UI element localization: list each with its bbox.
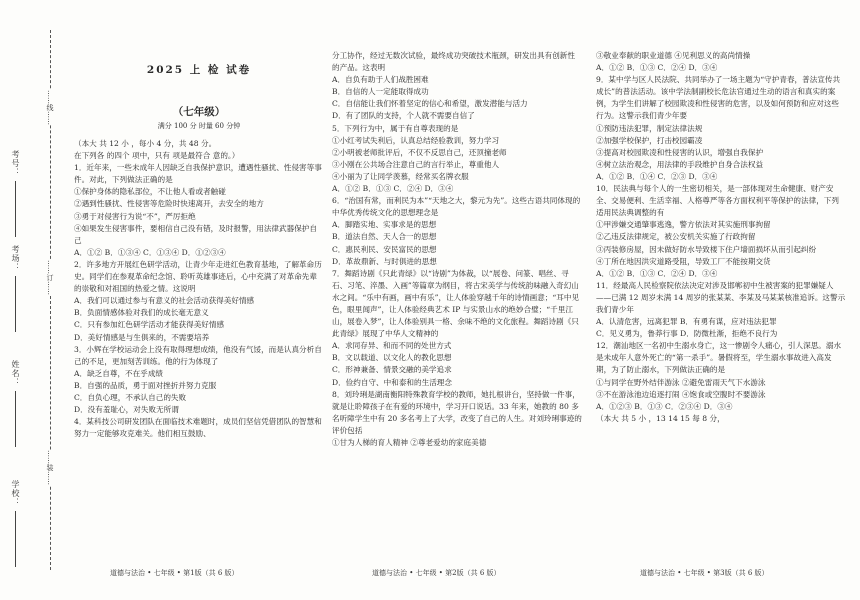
binding-margin — [6, 30, 64, 570]
text-line: 7．舞蹈诗剧《只此青绿》以“诗剧”为体裁，以“展卷、问篆、唱丝、寻石、习笔、淬墨、入画”等篇章为纲目，将古宋美学与传统韵味融入奇幻山水之间。“乐中有画，画中有乐”，让人体验穿越千年的诗情画意；“耳中见色，眼里闻声”，让人体验经典艺术 IP 与实景山水的绝妙合璧；“千里江山，展卷入梦”，让人体验别具一格、余味不绝的文化旅程。舞蹈诗剧《只此青绿》展现了中华人文精神的 — [332, 268, 580, 339]
text-line: D．没有羞耻心，对失败无所谓 — [74, 405, 179, 415]
text-line: C．惠民利民、安民富民的思想 — [332, 244, 437, 254]
text-line: ③不在游泳池边追逐打闹 ④饱食或空腹时不要游泳 — [596, 389, 766, 399]
text-line: C．形神兼备、情景交融的美学追求 — [332, 365, 452, 375]
exam-number-label: 考号： — [11, 150, 20, 177]
text-line: ④树立法治观念，用法律的手段维护自身合法权益 — [596, 159, 764, 169]
text-line: A．缺乏自尊，不在乎成绩 — [74, 368, 164, 378]
text-line: ①与同学在野外结伴游泳 ②避免雷雨天气下水游泳 — [596, 377, 766, 387]
text-line: A．①② B．①④ C．②③ D．③④ — [596, 171, 718, 181]
text-line: A．自负有助于人们战胜困难 — [332, 75, 429, 85]
text-line: 4．某科技公司研发团队在面临技术难题时，成员们坚信凭借团队的智慧和努力一定能够攻克难关。他们相互鼓励、 — [74, 417, 322, 439]
text-line: 6．“治国有常，而利民为本”“天地之大，黎元为先”。这些古语共同体现的中华优秀传统文化的思想理念是 — [332, 196, 581, 218]
text-line: C．自负心理，不承认自己的失败 — [74, 392, 187, 402]
text-line: C．自信能让我们怀着坚定的信心和希望，激发潜能与活力 — [332, 99, 528, 109]
text-line: ②小明被老师批评后，不仅不反思自己，还顶撞老师 — [332, 147, 507, 157]
text-line: B．道法自然、天人合一的思想 — [332, 232, 437, 242]
text-line: A．①② B．①③ C．②④ D．③④ — [332, 184, 454, 194]
text-line: A．①② B．①③ C．②④ D．③④ — [596, 63, 718, 73]
column-1 — [74, 138, 324, 440]
school-field[interactable] — [10, 480, 21, 567]
text-line: ①甲涉嫌交通肇事逃逸，警方依法对其实施刑事拘留 — [596, 220, 771, 230]
binding-tick-line: ……线…… — [46, 90, 54, 125]
school-label: 学校： — [11, 480, 20, 507]
text-line: 2．许多地方开展红色研学活动，让青少年走进红色教育基地，了解革命历史。同学们在参观革命纪念馆、聆听英雄事迹后，心中充满了对革命先辈的崇敬和对祖国的热爱之情。这说明 — [74, 259, 322, 294]
text-line: D．革故鼎新、与时俱进的思想 — [332, 256, 437, 266]
text-line: ③敬业奉献的职业道德 ④见利思义的高尚情操 — [596, 51, 751, 60]
text-line: B．文以载道、以文化人的教化思想 — [332, 353, 452, 363]
text-line: ④丁所在地因洪灾道路受阻，导致工厂不能按期交货 — [596, 256, 771, 266]
text-line: C．只有参加红色研学活动才能获得美好情感 — [74, 320, 225, 330]
text-line: A．脚踏实地、实事求是的思想 — [332, 220, 437, 230]
text-line: 8．刘玲琍是湖南衡阳特殊教育学校的教师，她扎根讲台，坚持做一件事，就是让聆障孩子在有爱的环境中，学习开口说话。33 年来，她教的 80 多名听障学生中有 20 多名考上了大学，改变了自己的人生。对刘玲琍事迹的评价包括 — [332, 389, 582, 435]
text-line: 12．潮汕地区一名初中生溺水身亡，这一惨剧令人痛心，引人深思。溺水是未成年人意外死亡的“第一杀手”。暑假将至，学生溺水事故进入高发期，为了防止溺水，下列做法正确的是 — [596, 341, 842, 375]
text-line: ④如果发生侵害事件，要相信自己没有错，及时报警，用法律武器保护自己 — [74, 223, 317, 245]
text-line: D．有了团队的支持，个人就不需要自信了 — [332, 111, 475, 121]
text-line: ②加强学校保护，打击校园霸凌 — [596, 135, 703, 145]
text-line: ①小红考试失利后，认真总结经验教训，努力学习 — [332, 135, 500, 145]
exam-title: 2025 上 检 试卷 — [146, 64, 252, 76]
text-line: ①甘为人梯的育人精神 ②尊老爱幼的家庭美德 — [332, 438, 487, 447]
text-line: A．我们可以通过参与有意义的社会活动获得美好情感 — [74, 296, 255, 306]
text-line: B．自信的人一定能取得成功 — [332, 87, 429, 97]
exam-grade: （七年级） — [172, 106, 226, 118]
text-line: C．见义勇为，鲁莽行事 D．防微杜渐，拒绝不良行为 — [596, 329, 778, 339]
text-line: （本大 共 5 小 ，13 14 15 每 8 分， — [596, 413, 725, 423]
footer-page-2: 道德与法治 • 七年级 • 第2版（共 6 版） — [372, 569, 501, 577]
text-line: A．认清危害，远离犯罪 B．有勇有谋，应对违法犯罪 — [596, 317, 777, 327]
column-2 — [332, 50, 582, 449]
text-line: 1．近年来，一些未成年人因缺乏自我保护意识，遭遇性骚扰、性侵害等事件。对此，下列做法正确的是 — [74, 163, 322, 185]
column-3 — [596, 50, 846, 425]
text-line: A．①②③ B．①③ C．②③④ D．③④ — [596, 401, 733, 411]
footer-page-1: 道德与法治 • 七年级 • 第1版（共 6 版） — [110, 569, 239, 577]
text-line: （本大 共 12 小 ，每小 4 分，共 48 分。 — [74, 139, 217, 148]
name-field[interactable] — [10, 360, 21, 447]
text-line: 3．小辉在学校运动会上没有取得理想成绩，他没有气馁，而是认真分析自己的不足，更加刻苦训练。他的行为体现了 — [74, 344, 322, 366]
text-line: 5．下列行为中，属于有自尊表现的是 — [332, 123, 459, 133]
text-line: D．俭约自守、中和泰和的生活理念 — [332, 377, 452, 387]
text-line: D．美好情感是与生俱来的，不需要培养 — [74, 332, 210, 342]
text-line: ③提高对校园欺凌和性侵害的认识，增强自我保护 — [596, 147, 764, 157]
exam-room-field[interactable] — [10, 245, 21, 332]
text-line: A．①② B．①③ C．②④ D．③④ — [596, 268, 718, 278]
text-line: B．自强的品质，勇于面对挫折并努力克服 — [74, 380, 217, 390]
exam-room-label: 考场： — [11, 245, 20, 272]
text-line: 11．经最高人民检察院依法决定对涉及邯郸初中生被害案的犯罪嫌疑人——已满 12 周岁未满 14 周岁的张某某、李某及马某某核准追诉。这警示我们青少年 — [596, 280, 846, 314]
text-line: ①预防违法犯罪，制定法律法规 — [596, 123, 703, 133]
text-line: 分工协作，经过无数次试验，最终成功突破技术瓶颈，研发出具有创新性的产品。这表明 — [332, 51, 575, 73]
exam-number-field[interactable] — [10, 150, 21, 237]
text-line: ③小刚在公共场合注意自己的言行举止，尊重他人 — [332, 159, 500, 169]
footer-page-3: 道德与法治 • 七年级 • 第3版（共 6 版） — [640, 569, 769, 577]
name-label: 姓名： — [11, 360, 20, 387]
text-line: 10．民法典与每个人的一生密切相关，是一部体现对生命健康、财产安全、交易便利、生活幸福、人格尊严等各方面权利平等保护的法律，下列适用民法典调整的有 — [596, 184, 839, 218]
text-line: 9．某中学与区人民法院、共同举办了一场主题为“守护青春，普法宣传共成长”的普法活动。该中学法制副校长危法官通过生动的语言和真实的案例，为学生们讲解了校园欺凌和性侵害的危害，以及如何预防和应对这些行为。这警示我们青少年要 — [596, 75, 841, 121]
text-line: ②遇到性骚扰、性侵害等危险时快速离开，去安全的地方 — [74, 199, 264, 209]
text-line: ③丙装修房屋，因未做好防水导致楼下住户墙面损坏从而引起纠纷 — [596, 244, 817, 254]
text-line: A．①② B．①③④ C．①③④ D．①②③④ — [74, 247, 226, 257]
exam-score-info: 满分 100 分 时量 60 分钟 — [157, 122, 241, 130]
text-line: ④小丽为了让同学羡慕，经常买名牌衣服 — [332, 171, 469, 181]
text-line: ①保护身体的隐私部位，不让他人看或者触碰 — [74, 187, 226, 197]
binding-tick-seal: ……装…… — [46, 450, 54, 485]
text-line: A．求同存异、和而不同的处世方式 — [332, 341, 452, 351]
text-line: ③勇于对侵害行为说“不”，严厉拒绝 — [74, 211, 196, 221]
text-line: B．负面情感体验对我们的成长毫无意义 — [74, 308, 209, 318]
binding-tick-bind: ……订…… — [46, 260, 54, 295]
text-line: 在下列各 的四个 项中，只有 项是最符合 意的。） — [74, 151, 240, 161]
text-line: ②乙违反法律规定，被公安机关实施了行政拘留 — [596, 232, 756, 242]
